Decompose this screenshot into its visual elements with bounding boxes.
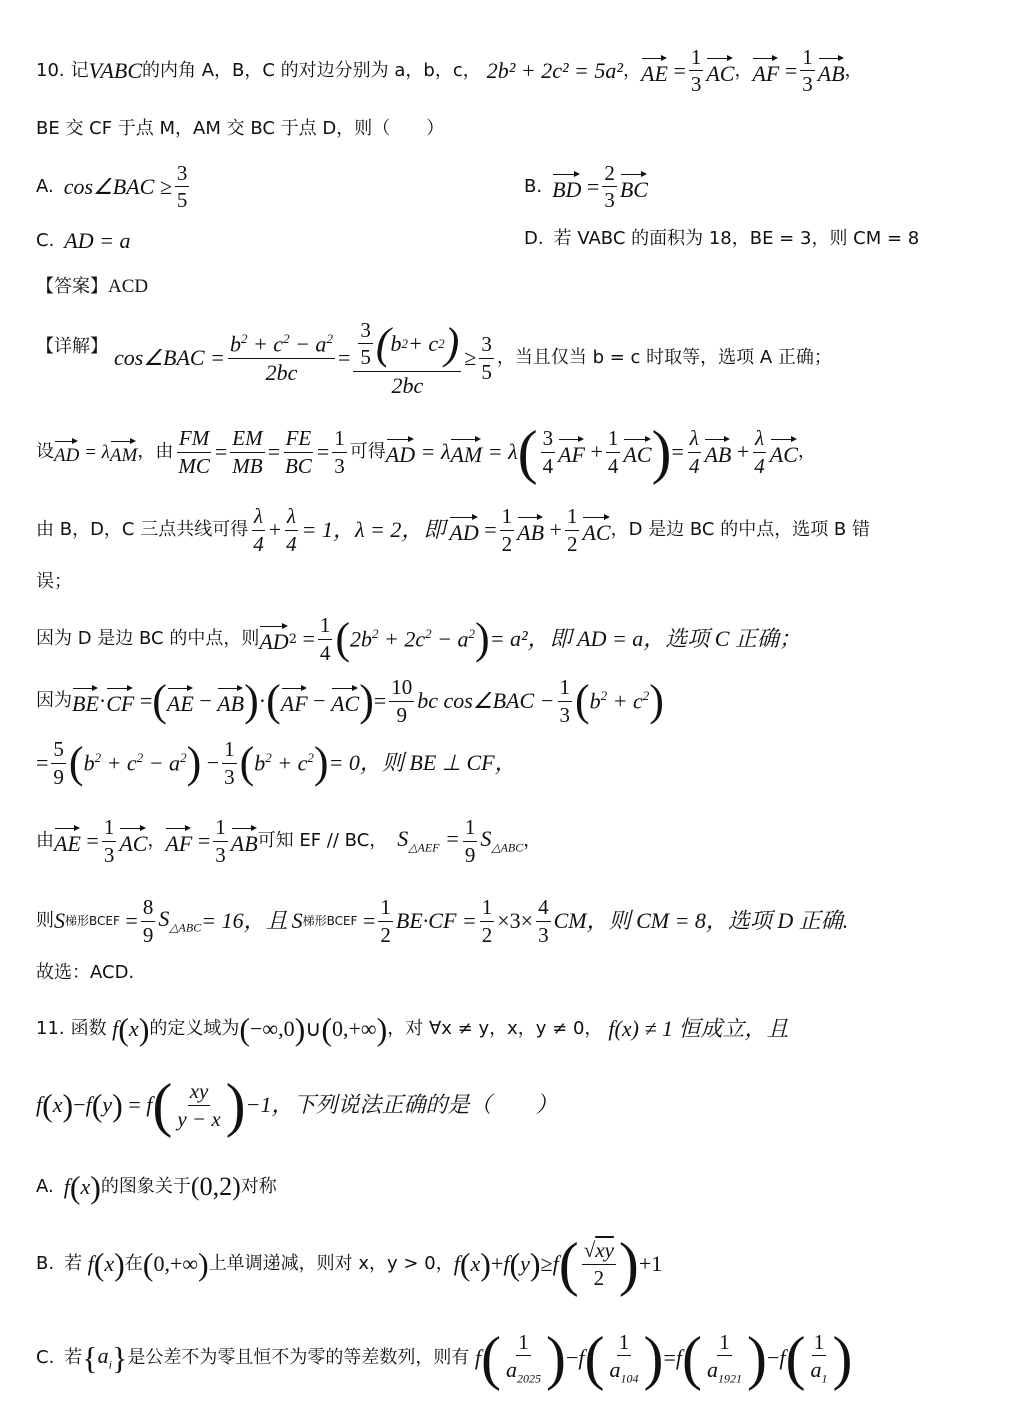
vector-af: AF bbox=[752, 57, 779, 85]
q10-condition: 2b² + 2c² = 5a² bbox=[486, 57, 623, 83]
q10-detail-line1: 【详解】 cos∠BAC = $\frac{b^2 + c^2 - a^2}{2bc}$ = $\frac{3}{5}$ ( b 2 + c 2 ) 2bc ≥ $\frac{3}{5}$ ，当且仅当 b = c 时取等，选项 A 正确； bbox=[36, 318, 832, 398]
answer-tag: 【答案】 bbox=[36, 275, 108, 297]
q10-answer bbox=[36, 277, 148, 296]
q10-number: 10. bbox=[36, 59, 65, 81]
q11-option-a: A. f ( x ) 的图象关于 (0,2) 对称 bbox=[36, 1168, 277, 1205]
q10-detail-line2: 设 AD = λ AM ，由 $\frac{FM}{MC}$ = $\frac{EM}{MB}$ = $\frac{FE}{BC}$ = $\frac{1}{3}$ 可得 AD = λ AM = λ ( $\frac{3}{4}$ AF + $\frac{1}{4}$ AC ) = $\frac{\lambda}{4}$ AB + $\frac{\lambda}{4}$ AC ， bbox=[36, 419, 816, 485]
q10-detail-line4: 因为 D 是边 BC 的中点，则 AD 2 = $\frac{1}{4}$ ( $2b^2 + 2c^2 - a^2$ ) = a²，即 AD = a，选项 C 正确； bbox=[36, 613, 801, 665]
q10-detail-line8: 则 S 梯形BCEF = $\frac{8}{9}$ $S_{\triangle ABC}$ = 16，且 S 梯形BCEF = $\frac{1}{2}$ BE·CF = $\frac{1}{2}$ ×3× $\frac{4}{3}$ CM ，则 CM = 8，选项 D 正确. bbox=[36, 895, 849, 947]
q11-option-c: C. 若 { $a_i$ } 是公差不为零且恒不为零的等差数列，则有 f ( $\frac{1}{a_{2025}}$ ) − f ( $\frac{1}{a_{104}}$ ) = f ( $\frac{1}{a_{1921}}$ ) − f ( $\frac{1}{a_1}$ ) bbox=[36, 1325, 853, 1391]
detail-tag: 【详解】 bbox=[36, 336, 108, 357]
q11-option-b: B. 若 f ( x ) 在 ( 0,+∞ ) 上单调递减，则对 x，y > 0， f ( x ) + f ( y ) ≥ f ( $\frac{√xy}{2}$ ) +1 bbox=[36, 1231, 663, 1297]
q11-number: 11. bbox=[36, 1018, 65, 1039]
q10-detail-line7: 由 AE = $\frac{1}{3}$ AC ， AF = $\frac{1}{3}$ AB 可知 EF // BC， $S_{\triangle AEF}$ = $\frac{1}{9}$ $S_{\triangle ABC}$ ， bbox=[36, 815, 542, 867]
q10-detail-line3: 由 B，D，C 三点共线可得 $\frac{\lambda}{4}$ + $\frac{\lambda}{4}$ = 1，λ = 2，即 AD = $\frac{1}{2}$ AB + $\frac{1}{2}$ AC ，D 是边 BC 的中点，选项 B 错 bbox=[36, 504, 870, 556]
q10-stem-line2: BE 交 CF 于点 M，AM 交 BC 于点 D，则（ ） bbox=[36, 118, 445, 139]
answer-value: ACD bbox=[108, 276, 149, 297]
q11-stem-line2: f ( x ) − f ( y ) = f ( $\frac{xy}{y - x}$ ) −1，下列说法正确的是（ ） bbox=[36, 1072, 558, 1138]
q10-detail-line5: 因为 BE · CF = ( AE − AB ) · ( AF − AC ) = $\frac{10}{9}$ bc cos∠BAC − $\frac{1}{3}$ ( $b^2 + c^2$ ) bbox=[36, 675, 664, 727]
q10-triangle: VABC bbox=[88, 57, 142, 83]
vector-ae: AE bbox=[641, 57, 668, 85]
vector-ac: AC bbox=[706, 57, 734, 85]
fraction-1-3: $\frac{1}{3}$ bbox=[690, 45, 702, 97]
q10-stem-line1: 10. 记 VABC 的内角 A，B，C 的对边分别为 a，b，c， 2b² + 2c² = 5a² ， AE = $\frac{1}{3}$ AC ， AF = $\frac{1}{3}$ AB ， bbox=[36, 45, 863, 97]
q10-detail-line6: = $\frac{5}{9}$ ( $b^2 + c^2 - a^2$ ) − $\frac{1}{3}$ ( $b^2 + c^2$ ) = 0，则 BE ⊥ CF， bbox=[36, 737, 517, 789]
vector-ab: AB bbox=[818, 57, 845, 85]
q10-detail-line3b: 误； bbox=[36, 571, 72, 592]
q10-option-c: C. AD = a bbox=[36, 228, 131, 253]
q10-conclusion: 故选：ACD. bbox=[36, 962, 135, 983]
q10-option-b: B. BD = $\frac{2}{3}$ BC bbox=[524, 161, 648, 213]
q10-option-a: A. cos∠BAC ≥ $\frac{3}{5}$ bbox=[36, 161, 188, 213]
q10-option-d: D. 若 VABC 的面积为 18，BE = 3，则 CM = 8 bbox=[524, 228, 920, 249]
q11-stem-line1: 11. 函数 f ( x ) 的定义域为 ( −∞,0 ) ∪ ( 0,+∞ ) ，对 ∀x ≠ y，x，y ≠ 0， f(x) ≠ 1 恒成立，且 bbox=[36, 1010, 789, 1047]
